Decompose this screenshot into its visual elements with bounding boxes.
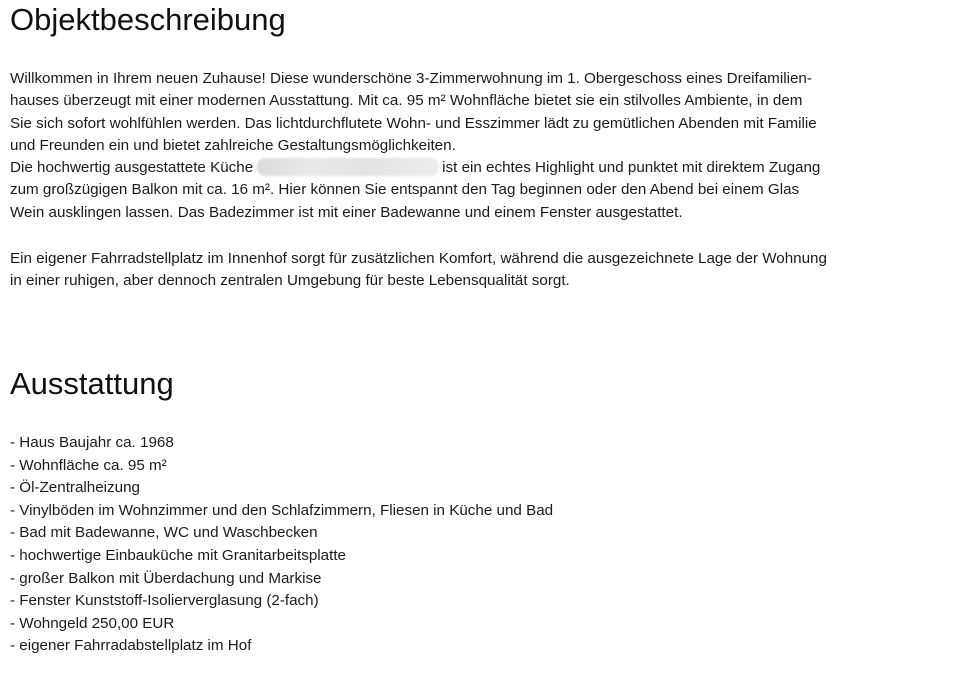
features-list (10, 432, 553, 658)
redacted-text-blur (257, 158, 439, 176)
section-title-description: Objektbeschreibung (10, 2, 286, 37)
list-item: - Haus Baujahr ca. 1968 (10, 434, 174, 451)
text-line: und Freunden ein und bietet zahlreiche Gestaltungsmöglichkeiten. (10, 136, 456, 154)
list-item: - Vinylböden im Wohnzimmer und den Schlafzimmern, Fliesen in Küche und Bad (10, 501, 554, 519)
list-item: - großer Balkon mit Überdachung und Markise (10, 569, 322, 587)
text-line: zum großzügigen Balkon mit ca. 16 m². Hier können Sie entspannt den Tag beginnen oder den Abend bei einem Glas (10, 181, 800, 199)
list-item: - Wohnfläche ca. 95 m² (10, 456, 167, 474)
description-paragraph-3 (10, 248, 925, 293)
text-after-redaction: ist ein echtes Highlight und punktet mit direktem Zugang (442, 159, 821, 176)
text-line: Wein ausklingen lassen. Das Badezimmer ist mit einer Badewanne und einem Fenster ausgestattet. (10, 203, 683, 221)
section-title-features: Ausstattung (10, 366, 174, 401)
text-line (10, 157, 925, 179)
text-line: hauses überzeugt mit einer modernen Ausstattung. Mit ca. 95 m² Wohnfläche bietet sie ein stilvolles Ambiente, in dem (10, 92, 803, 110)
list-item: - eigener Fahrradabstellplatz im Hof (10, 637, 252, 655)
text-line: in einer ruhigen, aber dennoch zentralen Umgebung für beste Lebensqualität sorgt. (10, 272, 570, 290)
text-before-redaction: Die hochwertig ausgestattete Küche (10, 159, 254, 176)
text-line: Willkommen in Ihrem neuen Zuhause! Diese wunderschöne 3-Zimmerwohnung im 1. Obergeschoss eines Dreifamilien- (10, 70, 812, 87)
description-paragraph-1 (10, 68, 925, 157)
list-item: - Bad mit Badewanne, WC und Waschbecken (10, 524, 318, 542)
list-item: - Wohngeld 250,00 EUR (10, 614, 175, 632)
list-item: - Fenster Kunststoff-Isolierverglasung (2-fach) (10, 592, 319, 610)
text-line: Ein eigener Fahrradstellplatz im Innenhof sorgt für zusätzlichen Komfort, während die ausgezeichnete Lage der Wohnung (10, 250, 827, 267)
description-paragraph-2 (10, 157, 925, 224)
list-item: - Öl-Zentralheizung (10, 479, 140, 497)
list-item: - hochwertige Einbauküche mit Granitarbeitsplatte (10, 546, 346, 564)
text-line: Sie sich sofort wohlfühlen werden. Das lichtdurchflutete Wohn- und Esszimmer lädt zu gemütlichen Abenden mit Familie (10, 114, 817, 132)
